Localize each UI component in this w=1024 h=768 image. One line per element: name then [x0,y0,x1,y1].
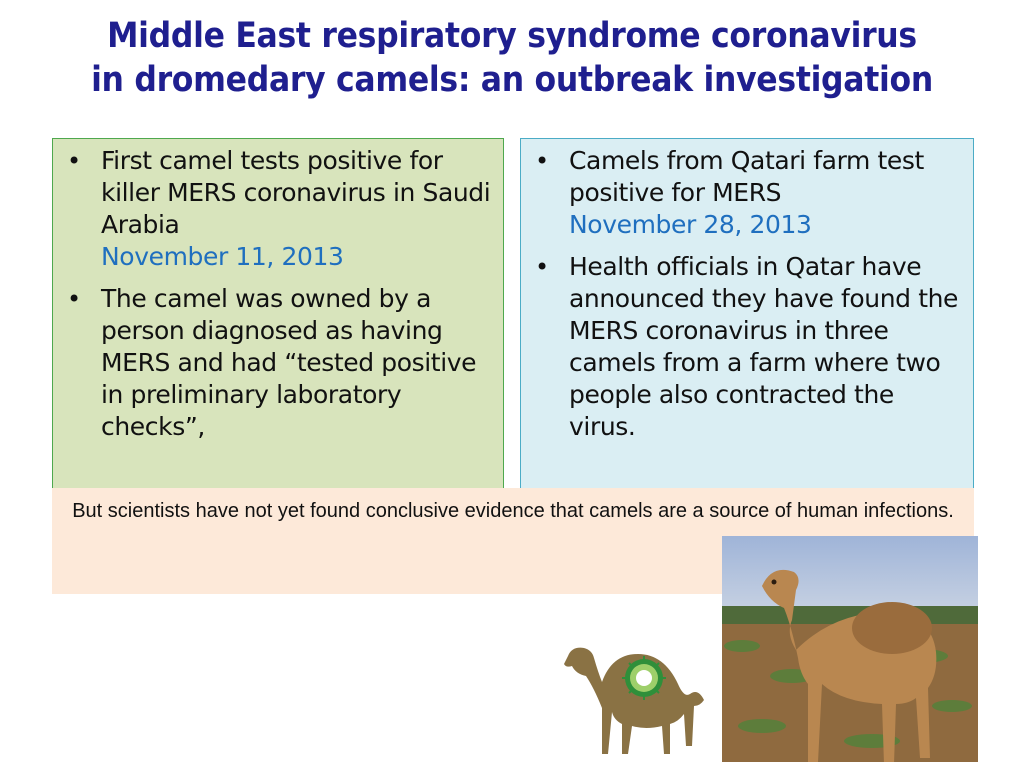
bullet-text: Camels from Qatari farm test positive for MERS [569,146,924,207]
bullet-text: The camel was owned by a person diagnosed as having MERS and had “tested positive in preliminary laboratory checks”, [101,284,477,441]
camel-photo [722,536,978,762]
slide-title [20,14,1004,102]
bullet-date: November 11, 2013 [101,242,344,271]
qatar-panel [520,138,974,489]
camel-virus-icon [562,632,714,762]
title-line-1: Middle East respiratory syndrome coronavirus [107,16,917,56]
bullet-dot: • [67,285,81,313]
saudi-arabia-panel [52,138,504,489]
bullet-list [521,139,973,443]
list-item [61,283,493,443]
bullet-list [53,139,503,443]
list-item [529,145,963,241]
bullet-dot: • [535,253,549,281]
camel-silhouette-icon [562,632,714,762]
camel-photo-illustration [722,536,978,762]
bullet-text: First camel tests positive for killer MERS coronavirus in Saudi Arabia [101,146,491,239]
bullet-dot: • [67,147,81,175]
note-text: But scientists have not yet found conclusive evidence that camels are a source of human infections. [72,500,954,522]
bullet-text: Health officials in Qatar have announced they have found the MERS coronavirus in three camels from a farm where two people also contracted the virus. [569,252,959,441]
bullet-date: November 28, 2013 [569,210,812,239]
title-line-2: in dromedary camels: an outbreak investigation [91,60,933,100]
list-item [61,145,493,273]
bullet-dot: • [535,147,549,175]
list-item [529,251,963,443]
